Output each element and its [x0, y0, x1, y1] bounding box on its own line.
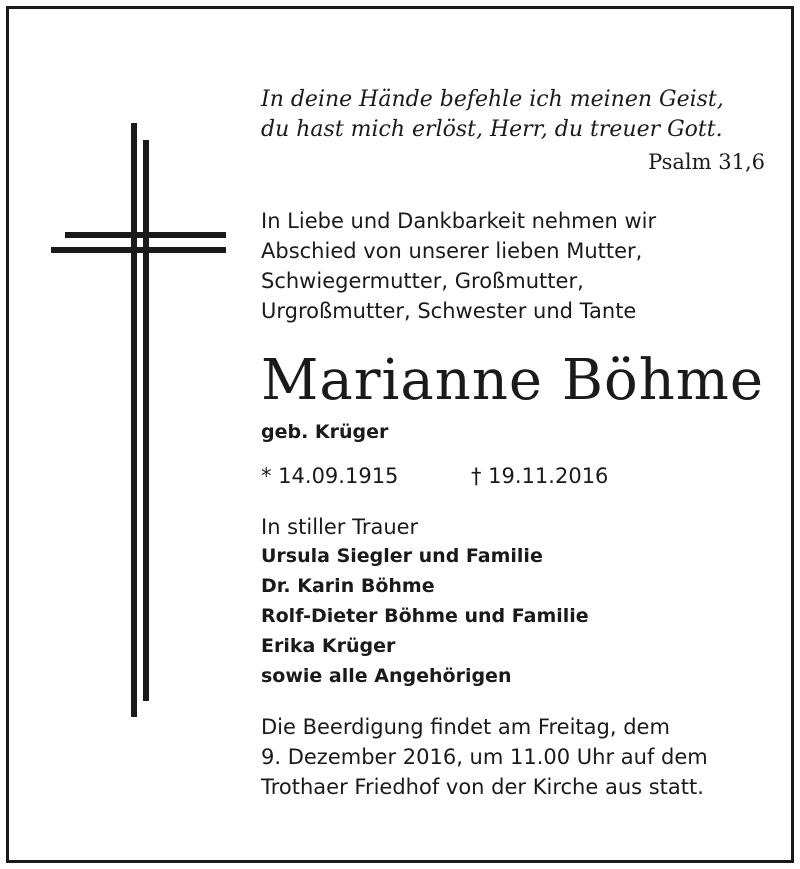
- mourners-list: [261, 541, 589, 691]
- deceased-name: Marianne Böhme: [261, 348, 765, 413]
- verse-reference: Psalm 31,6: [648, 150, 765, 174]
- maiden-name: geb. Krüger: [261, 421, 389, 443]
- birth-date: * 14.09.1915: [261, 464, 399, 488]
- death-date: † 19.11.2016: [471, 464, 609, 488]
- intro-line: Abschied von unserer lieben Mutter,: [261, 239, 643, 263]
- mourner-item: Erika Krüger: [261, 635, 396, 657]
- bible-verse: [261, 85, 781, 145]
- funeral-line: 9. Dezember 2016, um 11.00 Uhr auf dem: [261, 745, 708, 769]
- funeral-line: Trothaer Friedhof von der Kirche aus statt.: [261, 775, 704, 799]
- cross-vertical-bar-outer: [131, 123, 137, 717]
- obituary-frame: [6, 6, 794, 863]
- farewell-intro: [261, 206, 761, 326]
- cross-horizontal-bar-lower: [51, 247, 226, 253]
- intro-line: In Liebe und Dankbarkeit nehmen wir: [261, 209, 657, 233]
- intro-line: Urgroßmutter, Schwester und Tante: [261, 299, 637, 323]
- mourner-item: Rolf-Dieter Böhme und Familie: [261, 605, 589, 627]
- mourner-item: Dr. Karin Böhme: [261, 575, 435, 597]
- verse-line: In deine Hände befehle ich meinen Geist,: [261, 87, 724, 112]
- cross-horizontal-bar-upper: [65, 232, 226, 238]
- mourning-intro: In stiller Trauer: [261, 515, 419, 539]
- mourner-item: sowie alle Angehörigen: [261, 665, 512, 687]
- funeral-details: [261, 712, 781, 802]
- mourner-item: Ursula Siegler und Familie: [261, 545, 543, 567]
- intro-line: Schwiegermutter, Großmutter,: [261, 269, 584, 293]
- cross-vertical-bar-inner: [143, 140, 149, 701]
- funeral-line: Die Beerdigung findet am Freitag, dem: [261, 715, 670, 739]
- verse-line: du hast mich erlöst, Herr, du treuer Gott.: [261, 117, 723, 142]
